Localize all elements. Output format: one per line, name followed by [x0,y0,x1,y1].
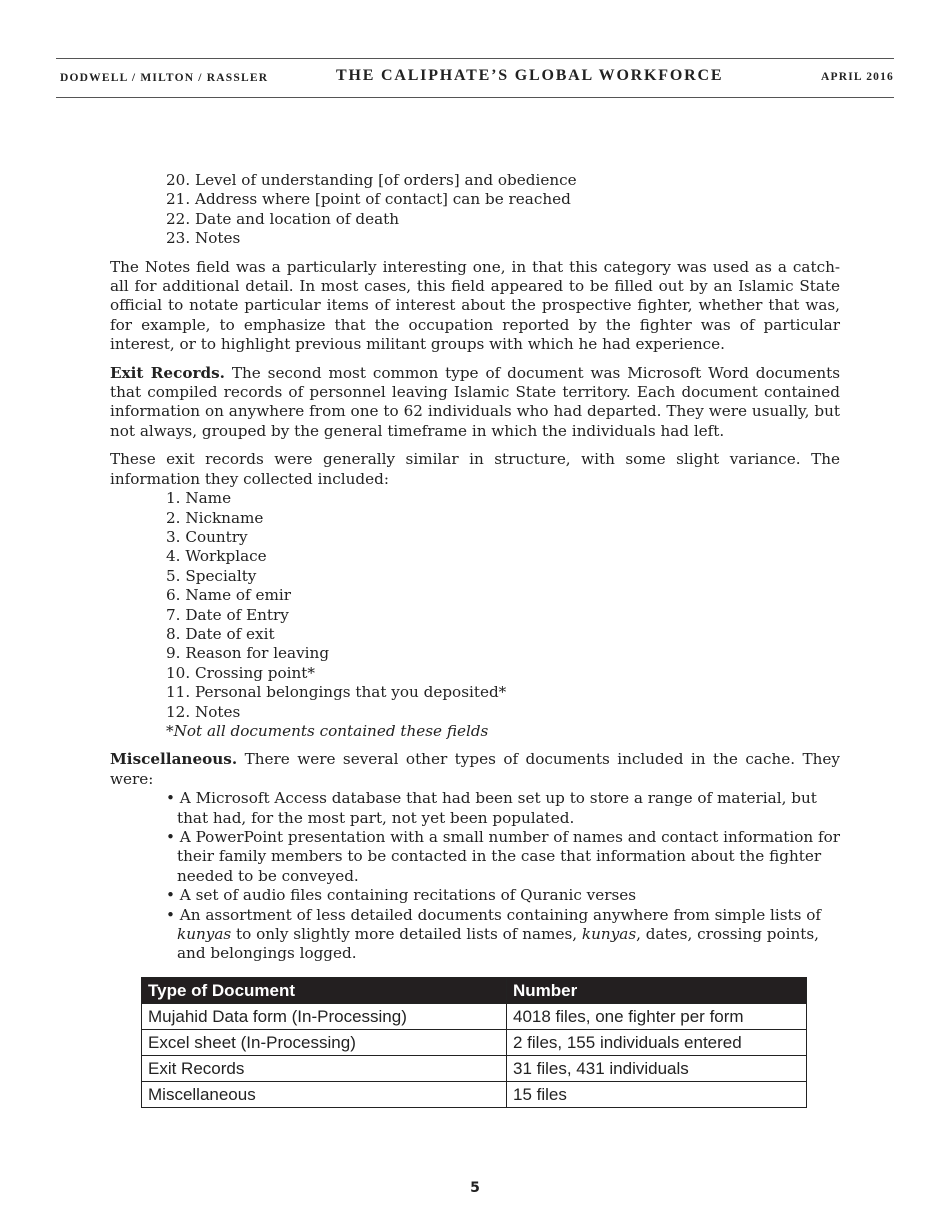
misc-paragraph [110,750,840,789]
bullet-text: , dates, crossing points, and belongings logged. [177,925,820,963]
form-fields-list-continued [110,171,840,249]
table-row [142,1056,807,1082]
misc-label: Miscellaneous. [110,750,238,769]
list-item: 12. Notes [166,702,241,721]
table-row [142,1030,807,1056]
column-header-number: Number [507,978,807,1004]
body-content [110,171,840,964]
list-item: 2. Nickname [166,508,264,527]
table-cell: Exit Records [142,1056,507,1082]
header-title: THE CALIPHATE’S GLOBAL WORKFORCE [336,67,724,84]
exit-fields-list [110,489,840,741]
table-cell: Excel sheet (In-Processing) [142,1030,507,1056]
list-item: 5. Specialty [166,566,257,585]
column-header-type: Type of Document [142,978,507,1004]
list-item: 21. Address where [point of contact] can be reached [166,190,571,209]
table-cell: 2 files, 155 individuals entered [507,1030,807,1056]
list-item: 11. Personal belongings that you deposited* [166,683,507,702]
list-item: 6. Name of emir [166,586,291,605]
exit-records-text: The second most common type of document was Microsoft Word documents that compiled records of personnel leaving Islamic State territory. Each document contained information on anywhere from one to 62 individuals who had departed. They were usually, but not always, grouped by the general timeframe in which the individuals had left. [110,363,840,440]
bullet-item: • A set of audio files containing recitations of Quranic verses [166,886,637,905]
exit-structure-paragraph: These exit records were generally similar in structure, with some slight variance. The information they collected included: [110,450,840,488]
table-row [142,1004,807,1030]
list-item: 7. Date of Entry [166,605,289,624]
kunyas-term: kunyas [177,925,232,944]
bullet-item [166,906,840,964]
table-cell: 4018 files, one fighter per form [507,1004,807,1030]
exit-records-paragraph [110,364,840,442]
list-item: 9. Reason for leaving [166,644,330,663]
header-authors: DODWELL / MILTON / RASSLER [60,72,269,84]
list-item: 10. Crossing point* [166,663,315,682]
table-row [142,1082,807,1108]
table-cell: Mujahid Data form (In-Processing) [142,1004,507,1030]
bullet-item: • A PowerPoint presentation with a small number of names and contact information for their family members to be contacted in the case that information about the fighter needed to be conveyed. [166,828,841,885]
table-cell: Miscellaneous [142,1082,507,1108]
misc-bullet-list [110,789,840,964]
bullet-text: • An assortment of less detailed documents containing anywhere from simple lists of [166,905,822,924]
bullet-item: • A Microsoft Access database that had been set up to store a range of material, but that had, for the most part, not yet been populated. [166,789,817,827]
list-item: 20. Level of understanding [of orders] and obedience [166,171,577,189]
list-item: 23. Notes [166,229,241,248]
table-cell: 31 files, 431 individuals [507,1056,807,1082]
list-item: 3. Country [166,527,248,546]
list-item: 22. Date and location of death [166,209,400,228]
header-date: APRIL 2016 [820,71,894,83]
document-types-table [141,977,807,1108]
bullet-text: to only slightly more detailed lists of names, [231,925,582,944]
exit-records-label: Exit Records. [110,363,225,382]
table-header-row [142,978,807,1004]
misc-text: There were several other types of documents included in the cache. They were: [110,750,840,788]
running-header [56,58,894,98]
list-item: 1. Name [166,489,232,508]
list-item: 4. Workplace [166,547,267,566]
notes-paragraph: The Notes field was a particularly interesting one, in that this category was used as a catch-all for additional detail. In most cases, this field appeared to be filled out by an Islamic State official to notate particular items of interest about the prospective fighter, whether that was, for example, to emphasize that the occupation reported by the fighter was of particular interest, or to highlight previous militant groups with which he had experience. [110,257,840,354]
table-cell: 15 files [507,1082,807,1108]
kunyas-term: kunyas [581,925,637,944]
exit-fields-footnote: *Not all documents contained these fields [166,721,489,740]
page-number: 5 [470,1180,480,1196]
list-item: 8. Date of exit [166,624,275,643]
